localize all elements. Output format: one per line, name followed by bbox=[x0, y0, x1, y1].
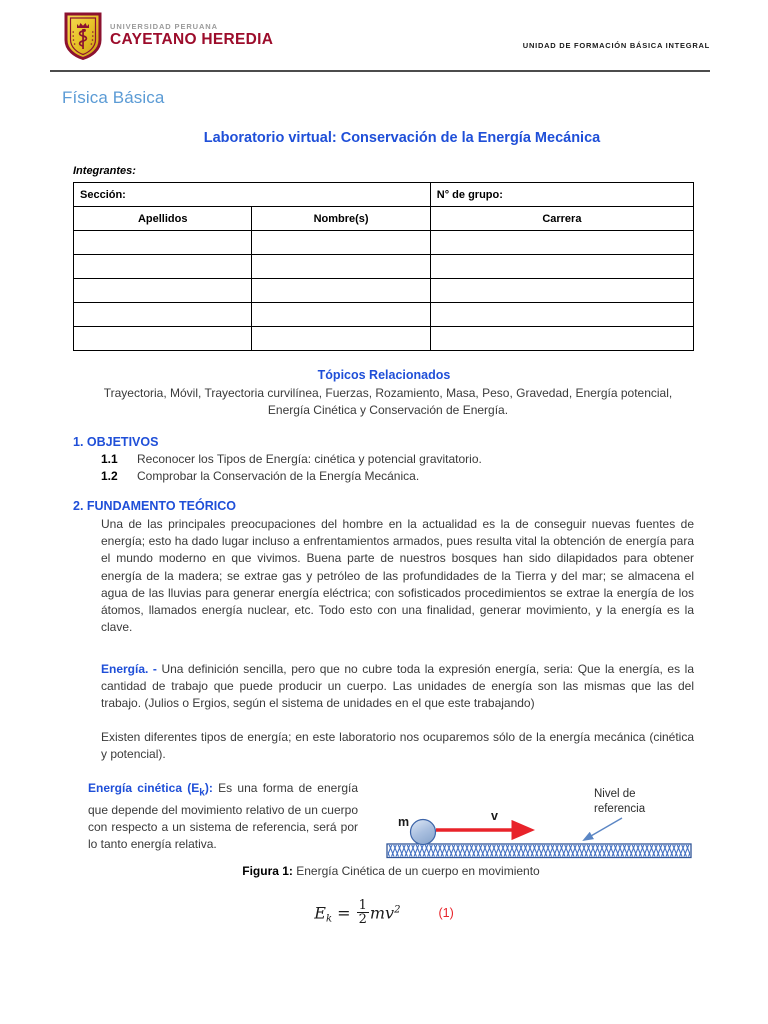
cell-carrera[interactable] bbox=[430, 279, 693, 303]
header-divider bbox=[50, 70, 710, 72]
table-row-seccion bbox=[74, 183, 694, 207]
header-unit-label: UNIDAD DE FORMACIÓN BÁSICA INTEGRAL bbox=[522, 41, 710, 50]
energia-cinetica-block bbox=[88, 780, 358, 853]
cell-apellidos[interactable] bbox=[74, 327, 252, 351]
energia-cinetica-text: Es una forma de energía que depende del movimiento relativo de un cuerpo con respecto a un sistema de referencia, será por lo tanto energía relativa. bbox=[88, 781, 359, 851]
equation-equals: = bbox=[337, 903, 351, 923]
cell-carrera[interactable] bbox=[430, 231, 693, 255]
term-prefix: Energía cinética (E bbox=[88, 781, 200, 795]
term-suffix: ): bbox=[204, 781, 213, 795]
objective-item bbox=[101, 469, 419, 483]
reference-arrow bbox=[584, 818, 622, 840]
table-header-row bbox=[74, 207, 694, 231]
page-title: Laboratorio virtual: Conservación de la Energía Mecánica bbox=[203, 130, 601, 146]
equation-lhs: E bbox=[314, 903, 326, 923]
course-title: Física Básica bbox=[62, 88, 165, 107]
cell-carrera[interactable] bbox=[430, 327, 693, 351]
logo-line-name: CAYETANO HEREDIA bbox=[110, 31, 274, 48]
topicos-title: Tópicos Relacionados bbox=[317, 368, 451, 382]
equation-lhs-subscript: k bbox=[325, 913, 332, 925]
column-header-apellidos: Apellidos bbox=[74, 207, 252, 231]
column-header-nombres: Nombre(s) bbox=[252, 207, 430, 231]
fundamento-paragraph-2 bbox=[101, 661, 694, 713]
cell-carrera[interactable] bbox=[430, 303, 693, 327]
term-energia: Energía. - bbox=[101, 662, 157, 676]
fundamento-paragraph-1: Una de las principales preocupaciones del hombre en la actualidad es la de conseguir nuevas fuentes de energía; esto ha dado lugar incluso a enfrentamientos armados, pues resulta vital la obtención de energía para el mundo moderno en que vivimos. Buena parte de nuestros bosques han sido dilapidados para obtener energía de la madera; se extrae gas y petróleo de las profundidades de la Tierra y del mar; se almacena el agua de las lluvias para generar energía eléctrica; con sofisticados procedimientos se extrae la energía de los átomos, llamados energía nuclear, etc. Todo esto con una finalidad, generar movimiento, y la energía es la clave. bbox=[101, 517, 694, 635]
mass-label: m bbox=[398, 815, 410, 829]
integrantes-table bbox=[73, 182, 694, 351]
university-logo bbox=[64, 12, 273, 60]
figure-caption-text: Energía Cinética de un cuerpo en movimiento bbox=[292, 864, 540, 878]
term-subscript: k bbox=[199, 787, 205, 799]
cell-apellidos[interactable] bbox=[74, 231, 252, 255]
section-heading-fundamento: 2. FUNDAMENTO TEÓRICO bbox=[73, 499, 236, 513]
objective-number: 1.1 bbox=[101, 452, 118, 466]
equation-rhs: mv bbox=[369, 903, 395, 923]
velocity-label: v bbox=[491, 809, 498, 823]
logo-line-university: UNIVERSIDAD PERUANA bbox=[110, 21, 218, 31]
shield-icon bbox=[64, 12, 102, 60]
cell-carrera[interactable] bbox=[430, 255, 693, 279]
fraction-denominator: 2 bbox=[358, 912, 367, 927]
term-energia-cinetica bbox=[88, 781, 213, 799]
cell-nombres[interactable] bbox=[252, 303, 430, 327]
table-row bbox=[74, 303, 694, 327]
cell-nombres[interactable] bbox=[252, 255, 430, 279]
equation-number: (1) bbox=[438, 905, 454, 920]
cell-apellidos[interactable] bbox=[74, 255, 252, 279]
table-row bbox=[74, 327, 694, 351]
equation-1 bbox=[314, 900, 454, 928]
cell-nombres[interactable] bbox=[252, 279, 430, 303]
fundamento-paragraph-3: Existen diferentes tipos de energía; en este laboratorio nos ocuparemos sólo de la energía mecánica (cinética y potencial). bbox=[101, 730, 694, 762]
objective-text: Comprobar la Conservación de la Energía Mecánica. bbox=[137, 469, 420, 483]
seccion-cell[interactable]: Sección: bbox=[74, 183, 431, 207]
table-row bbox=[74, 279, 694, 303]
figure-1-diagram bbox=[386, 782, 694, 864]
term-energia-definition: Una definición sencilla, pero que no cubre toda la expresión energía, seria: Que la energía, es la cantidad de trabajo que puede producir un cuerpo. Las unidades de energía son las mismas que las del trabajo. (Julios o Ergios, según el sistema de unidades en el que este trabajando) bbox=[101, 662, 694, 711]
reference-label-line2: referencia bbox=[594, 803, 646, 815]
section-heading-objetivos: 1. OBJETIVOS bbox=[73, 435, 159, 449]
figure-caption-label: Figura 1: bbox=[242, 864, 293, 878]
table-row bbox=[74, 255, 694, 279]
cell-apellidos[interactable] bbox=[74, 279, 252, 303]
cell-nombres[interactable] bbox=[252, 231, 430, 255]
figure-caption bbox=[0, 864, 768, 878]
grupo-cell[interactable]: N° de grupo: bbox=[430, 183, 693, 207]
topicos-line-2: Energía potencial, Energía Cinética y Conservación de Energía. bbox=[267, 386, 673, 417]
logo-wordmark bbox=[110, 23, 273, 50]
equation-rhs-exponent: 2 bbox=[394, 904, 401, 916]
page-header bbox=[50, 12, 710, 64]
equation-fraction bbox=[357, 899, 369, 927]
topicos-body bbox=[88, 385, 688, 419]
objective-text: Reconocer los Tipos de Energía: cinética y potencial gravitatorio. bbox=[137, 452, 482, 466]
cell-nombres[interactable] bbox=[252, 327, 430, 351]
equation-block bbox=[0, 900, 768, 928]
cell-apellidos[interactable] bbox=[74, 303, 252, 327]
topicos-line-1: Trayectoria, Móvil, Trayectoria curvilínea, Fuerzas, Rozamiento, Masa, Peso, Gravedad, bbox=[103, 386, 573, 400]
reference-label-line1: Nivel de bbox=[594, 788, 636, 800]
objective-item bbox=[101, 452, 482, 466]
column-header-carrera: Carrera bbox=[430, 207, 693, 231]
integrantes-label: Integrantes: bbox=[73, 165, 136, 177]
fraction-numerator: 1 bbox=[358, 898, 367, 913]
objective-number: 1.2 bbox=[101, 469, 118, 483]
mass-ball bbox=[411, 820, 436, 845]
table-row bbox=[74, 231, 694, 255]
